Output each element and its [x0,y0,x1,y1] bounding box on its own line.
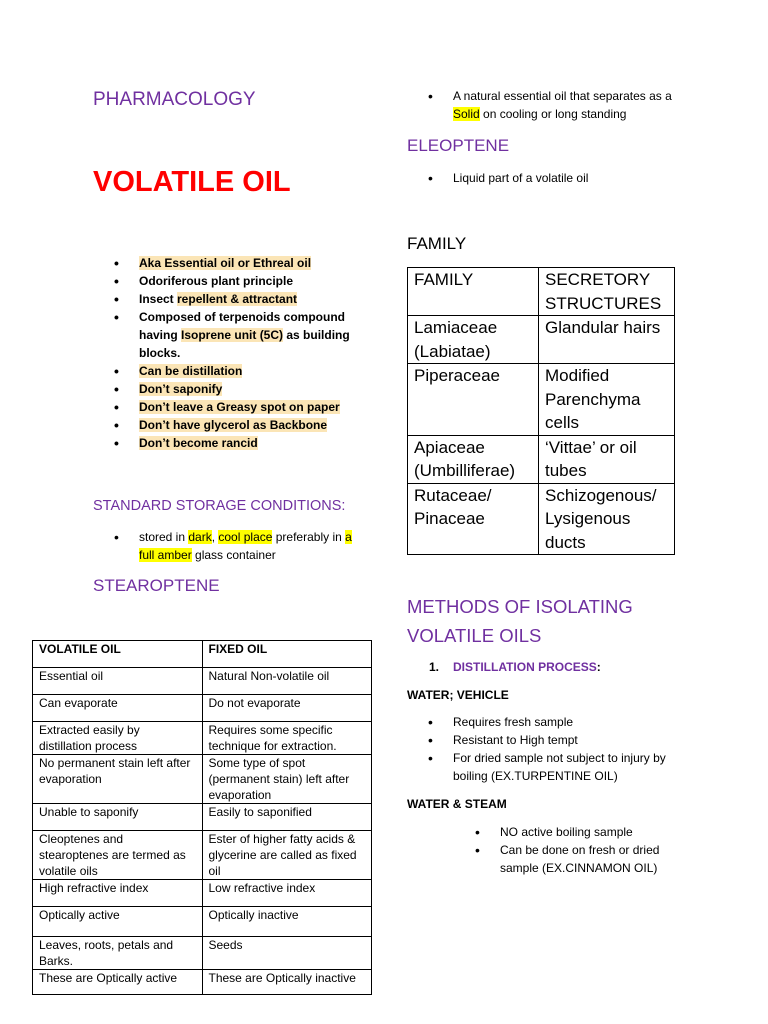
bullet-item: • Composed of terpenoids compound having Isoprene unit (5C) as building blocks. [139,308,364,362]
table-cell: Cleoptenes and stearoptenes are termed as volatile oils [33,831,203,880]
bullet-item: • Requires fresh sample [453,713,683,731]
method-1 [429,658,601,676]
table-cell: Extracted easily by distillation process [33,722,203,755]
bullet-item: • Odoriferous plant principle [139,272,364,290]
table-row [33,695,372,722]
family-table [407,267,675,555]
bullet-item: • stored in dark, cool place preferably in a full amber glass container [139,528,369,564]
bullet-item: • Don’t saponify [139,380,364,398]
table-cell: Requires some specific technique for extraction. [202,722,372,755]
water-steam-list [500,823,690,877]
table-cell: Optically active [33,907,203,937]
table-cell: These are Optically inactive [202,970,372,995]
storage-heading: STANDARD STORAGE CONDITIONS: [93,498,346,514]
table-header-row [408,268,675,316]
table-row [33,937,372,970]
table-cell: Leaves, roots, petals and Barks. [33,937,203,970]
bullet-item: • Aka Essential oil or Ethreal oil [139,254,364,272]
header-cell: SECRETORY STRUCTURES [539,268,675,316]
bullet-item: • Insect repellent & attractant [139,290,364,308]
table-row [33,755,372,804]
table-cell: Schizogenous/ Lysigenous ducts [539,483,675,555]
table-cell: These are Optically active [33,970,203,995]
table-cell: Low refractive index [202,880,372,907]
table-cell: Piperaceae [408,364,539,436]
method-1-label: DISTILLATION PROCESS [453,660,597,674]
table-row [408,316,675,364]
table-cell: Optically inactive [202,907,372,937]
table-cell: Can evaporate [33,695,203,722]
bullet-item: • Resistant to High tempt [453,731,683,749]
table-cell: Apiaceae (Umbilliferae) [408,435,539,483]
stearoptene-definition [453,87,683,123]
bullet-item: • A natural essential oil that separates as a Solid on cooling or long standing [453,87,683,123]
table-row [408,435,675,483]
eleoptene-heading: ELEOPTENE [407,136,510,155]
water-steam-heading: WATER & STEAM [407,797,507,811]
table-cell: Do not evaporate [202,695,372,722]
header-cell: FIXED OIL [202,641,372,668]
method-1-colon: : [596,660,601,674]
table-row [33,804,372,831]
stearoptene-heading: STEAROPTENE [93,576,220,595]
table-cell: Lamiaceae (Labiatae) [408,316,539,364]
table-cell: Unable to saponify [33,804,203,831]
table-row [33,907,372,937]
bullet-item: • For dried sample not subject to injury by boiling (EX.TURPENTINE OIL) [453,749,683,785]
table-cell: Seeds [202,937,372,970]
bullet-item: • Don’t become rancid [139,434,364,452]
table-row [33,722,372,755]
table-cell: High refractive index [33,880,203,907]
table-cell: Rutaceae/ Pinaceae [408,483,539,555]
bullet-item: • NO active boiling sample [500,823,690,841]
table-header-row [33,641,372,668]
family-heading: FAMILY [407,234,467,253]
table-cell: Glandular hairs [539,316,675,364]
table-row [408,364,675,436]
table-cell: ‘Vittae’ or oil tubes [539,435,675,483]
bullet-item: • Liquid part of a volatile oil [453,169,683,187]
bullet-item: • Don’t leave a Greasy spot on paper [139,398,364,416]
eleoptene-definition [453,169,683,187]
table-row [33,970,372,995]
table-cell: No permanent stain left after evaporation [33,755,203,804]
table-row [33,831,372,880]
method-1-number: 1. [429,660,440,674]
table-row [408,483,675,555]
table-cell: Easily to saponified [202,804,372,831]
subject-heading: PHARMACOLOGY [93,89,256,110]
table-cell: Modified Parenchyma cells [539,364,675,436]
methods-heading: METHODS OF ISOLATING VOLATILE OILS [407,596,633,646]
bullet-item: • Don’t have glycerol as Backbone [139,416,364,434]
table-cell: Natural Non-volatile oil [202,668,372,695]
water-vehicle-heading: WATER; VEHICLE [407,688,509,702]
header-cell: VOLATILE OIL [33,641,203,668]
page-title: VOLATILE OIL [93,166,291,198]
table-cell: Some type of spot (permanent stain) left after evaporation [202,755,372,804]
volatile-oil-bullets [139,254,364,452]
table-cell: Ester of higher fatty acids & glycerine are called as fixed oil [202,831,372,880]
comparison-table [32,640,372,995]
storage-bullets [139,528,369,564]
water-vehicle-list [453,713,683,785]
table-row [33,668,372,695]
table-cell: Essential oil [33,668,203,695]
bullet-item: • Can be distillation [139,362,364,380]
header-cell: FAMILY [408,268,539,316]
bullet-item: • Can be done on fresh or dried sample (EX.CINNAMON OIL) [500,841,690,877]
table-row [33,880,372,907]
